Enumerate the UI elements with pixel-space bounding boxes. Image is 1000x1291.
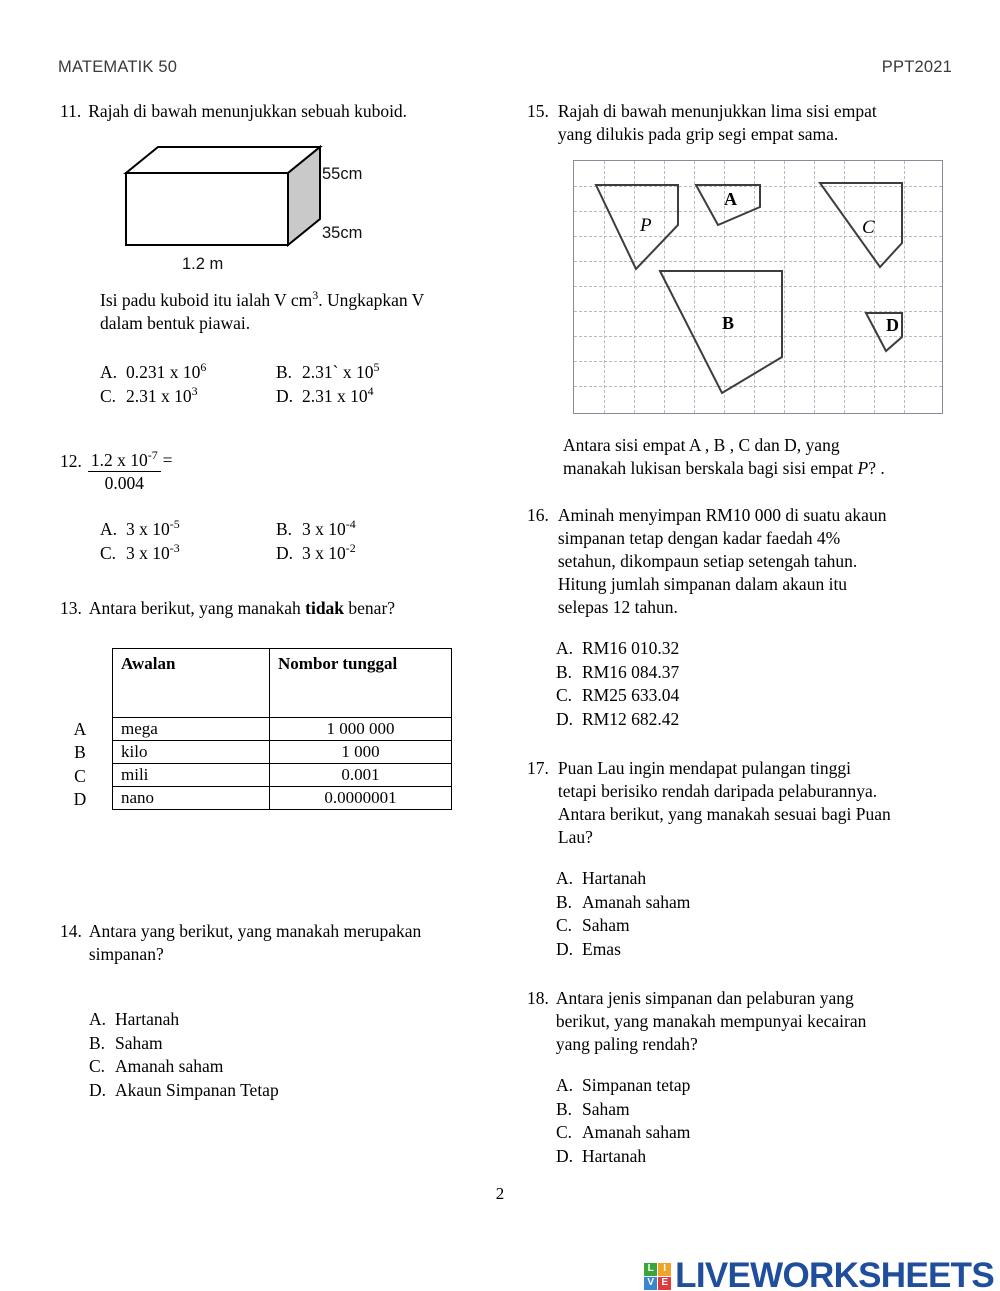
option-text: Amanah saham — [115, 1056, 224, 1076]
question-13-stem — [89, 597, 395, 620]
option-18-C[interactable] — [556, 1121, 977, 1145]
option-text — [126, 518, 180, 542]
option-exp: 3 — [191, 383, 198, 398]
logo-tile-I: I — [658, 1263, 671, 1276]
question-15-substem — [563, 434, 977, 480]
question-15-stem — [558, 100, 877, 146]
option-text: Saham — [582, 915, 630, 935]
question-13 — [60, 597, 485, 810]
option-12-C[interactable] — [100, 542, 276, 566]
option-text: Saham — [582, 1098, 630, 1119]
question-17-number: 17. — [527, 758, 549, 778]
option-label: D. — [556, 708, 574, 729]
option-text — [126, 385, 198, 409]
table-row — [113, 718, 452, 741]
left-column — [60, 100, 485, 1106]
table-row — [113, 787, 452, 810]
fraction-numerator-exp: -7 — [147, 448, 158, 463]
option-base: 3 x 10 — [302, 519, 346, 539]
option-label: D. — [556, 938, 574, 959]
shape-label-P: P — [640, 215, 652, 236]
logo-tiles — [644, 1263, 671, 1290]
cell-value: 1 000 000 — [270, 718, 452, 741]
option-label: B. — [556, 891, 573, 912]
header-subject: MATEMATIK 50 — [58, 58, 178, 76]
option-base: 3 x 10 — [302, 542, 346, 563]
stem-line-2: yang dilukis pada grip segi empat sama. — [557, 124, 839, 144]
question-18-number: 18. — [527, 988, 549, 1008]
option-exp: -3 — [169, 540, 180, 555]
option-text — [302, 385, 374, 409]
option-label: A. — [556, 1075, 574, 1095]
option-14-D[interactable] — [89, 1079, 485, 1103]
question-13-number: 13. — [60, 598, 82, 618]
table-row — [113, 741, 452, 764]
option-11-A[interactable] — [100, 361, 276, 385]
option-label: B. — [556, 1098, 573, 1119]
liveworksheets-logo — [644, 1256, 994, 1291]
equals-sign: = — [162, 450, 173, 470]
right-column — [527, 100, 977, 1172]
option-11-D[interactable] — [276, 385, 374, 409]
option-row — [100, 518, 485, 542]
stem-line-2: berikut, yang manakah mempunyai kecairan — [555, 1011, 867, 1031]
option-label: C. — [89, 1056, 106, 1076]
stem-line-3: setahun, dikompaun setiap setengah tahun. — [557, 551, 858, 571]
option-text: Hartanah — [582, 1145, 647, 1166]
stem-line-2: simpanan tetap dengan kadar faedah 4% — [557, 528, 841, 548]
question-11-stem: Rajah di bawah menunjukkan sebuah kuboid. — [88, 101, 408, 121]
option-row — [100, 385, 485, 409]
option-label: B. — [276, 519, 293, 539]
stem-line-2: tetapi berisiko rendah daripada pelaburannya. — [557, 781, 878, 801]
fraction-denominator: 0.004 — [104, 473, 144, 493]
option-label: D. — [556, 1145, 574, 1166]
substem-part-2: ? . — [868, 458, 885, 478]
option-exp: 4 — [367, 383, 374, 398]
cuboid-width-label: 1.2 m — [182, 255, 224, 273]
option-exp: -4 — [345, 517, 356, 532]
option-row — [100, 542, 485, 566]
question-16-options — [556, 637, 977, 731]
logo-tile-L: L — [644, 1263, 657, 1276]
prefix-table-wrapper — [73, 648, 452, 810]
option-text — [126, 361, 206, 385]
option-label: D. — [89, 1079, 107, 1100]
cell-value: 0.001 — [270, 764, 452, 787]
stem-emphasis: tidak — [305, 598, 345, 618]
stem-line-4: Lau? — [557, 827, 593, 847]
table-header-row — [113, 649, 452, 718]
page-number: 2 — [495, 1184, 505, 1203]
option-exp: -5 — [169, 517, 180, 532]
table-row — [113, 764, 452, 787]
question-14-number: 14. — [60, 921, 82, 941]
option-label: A. — [100, 519, 118, 539]
stem-line-1: Aminah menyimpan RM10 000 di suatu akaun — [557, 505, 887, 525]
substem-line-2 — [563, 457, 977, 480]
cell-prefix: mega — [113, 718, 270, 741]
option-text: Hartanah — [582, 868, 647, 888]
header-exam-code: PPT2021 — [881, 58, 952, 76]
option-12-B[interactable] — [276, 518, 356, 542]
stem-line-5: selepas 12 tahun. — [557, 597, 678, 617]
option-16-C[interactable] — [556, 684, 977, 708]
question-16-number: 16. — [527, 505, 549, 525]
option-text — [302, 518, 356, 542]
option-16-D[interactable] — [556, 708, 977, 732]
option-base: 2.31` x 10 — [302, 362, 374, 382]
question-17 — [527, 757, 977, 961]
question-18-options — [556, 1074, 977, 1168]
cuboid-height-label: 55cm — [322, 165, 363, 183]
option-18-B[interactable] — [556, 1098, 977, 1122]
logo-tile-V: V — [644, 1277, 657, 1290]
stem-line-2: simpanan? — [88, 944, 164, 964]
option-17-D[interactable] — [556, 938, 977, 962]
option-16-B[interactable] — [556, 661, 977, 685]
shape-label-A: A — [724, 189, 737, 209]
question-17-options — [556, 867, 977, 961]
stem-part-2: benar? — [344, 598, 396, 618]
fraction-numerator-base: 1.2 x 10 — [90, 450, 148, 470]
option-label: C. — [100, 542, 117, 563]
question-12-options — [100, 518, 485, 565]
column-header-nombor-tunggal: Nombor tunggal — [270, 649, 452, 718]
option-text: Hartanah — [115, 1009, 180, 1029]
stem-line-1: Puan Lau ingin mendapat pulangan tinggi — [557, 758, 851, 778]
cell-prefix: nano — [113, 787, 270, 810]
option-exp: 6 — [200, 360, 207, 375]
option-text: Emas — [582, 938, 621, 959]
question-11 — [60, 100, 485, 408]
row-label-A: A — [73, 719, 87, 739]
stem-part-1: Antara berikut, yang manakah — [88, 598, 306, 618]
question-15-number: 15. — [527, 101, 549, 121]
row-label-C: C — [74, 765, 86, 786]
option-label: D. — [276, 542, 294, 563]
question-17-stem — [558, 757, 891, 849]
option-14-A[interactable] — [89, 1008, 485, 1032]
question-12-fraction — [88, 450, 161, 494]
option-base: 3 x 10 — [126, 542, 170, 563]
option-label: B. — [276, 362, 293, 382]
question-14-stem — [89, 920, 421, 966]
row-label-B: B — [74, 742, 86, 763]
question-11-substem-sup: 3 — [312, 288, 319, 303]
option-text — [302, 361, 379, 385]
logo-tile-E: E — [658, 1277, 671, 1290]
question-12 — [60, 450, 485, 565]
stem-line-1: Antara jenis simpanan dan pelaburan yang — [555, 988, 854, 1008]
option-exp: -2 — [345, 540, 356, 555]
question-14-options — [89, 1008, 485, 1102]
quadrilateral-shapes-svg — [574, 161, 942, 413]
cell-prefix: kilo — [113, 741, 270, 764]
cuboid-svg — [112, 137, 332, 252]
option-16-A[interactable] — [556, 637, 977, 661]
cuboid-figure — [60, 137, 485, 287]
option-label: C. — [556, 1122, 573, 1142]
shape-label-D: D — [886, 315, 899, 335]
prefix-table — [112, 648, 452, 810]
table-row-labels — [65, 718, 95, 811]
option-12-A[interactable] — [100, 518, 276, 542]
option-label: A. — [556, 638, 574, 658]
option-text — [126, 542, 180, 566]
question-11-substem — [100, 289, 485, 335]
option-label: B. — [89, 1032, 106, 1053]
option-base: 2.31 x 10 — [126, 385, 192, 406]
stem-line-4: Hitung jumlah simpanan dalam akaun itu — [557, 574, 848, 594]
shape-label-C: C — [862, 217, 875, 238]
option-17-A[interactable] — [556, 867, 977, 891]
question-18 — [527, 987, 977, 1168]
stem-line-3: Antara berikut, yang manakah sesuai bagi Puan — [557, 804, 891, 824]
fraction-numerator — [88, 450, 161, 472]
option-11-B[interactable] — [276, 361, 379, 385]
option-label: C. — [556, 685, 573, 705]
option-text: Saham — [115, 1032, 163, 1053]
option-label: A. — [100, 362, 118, 382]
option-label: C. — [556, 915, 573, 935]
question-16 — [527, 504, 977, 731]
substem-line-1: Antara sisi empat A , B , C dan D, yang — [563, 435, 840, 455]
stem-line-1: Antara yang berikut, yang manakah merupakan — [88, 921, 422, 941]
question-14 — [60, 920, 485, 1102]
quadrilateral-grid-diagram — [573, 160, 943, 414]
cell-prefix: mili — [113, 764, 270, 787]
option-base: 3 x 10 — [126, 519, 170, 539]
shape-label-B: B — [722, 313, 735, 333]
option-text: Akaun Simpanan Tetap — [115, 1079, 279, 1100]
option-label: B. — [556, 661, 573, 682]
cell-value: 0.0000001 — [270, 787, 452, 810]
option-17-B[interactable] — [556, 891, 977, 915]
option-17-C[interactable] — [556, 914, 977, 938]
option-text: RM16 010.32 — [582, 638, 680, 658]
option-18-A[interactable] — [556, 1074, 977, 1098]
option-text: RM12 682.42 — [582, 708, 680, 729]
question-18-stem — [556, 987, 867, 1056]
option-text — [302, 542, 356, 566]
option-text: Amanah saham — [582, 891, 691, 912]
option-label: A. — [89, 1009, 107, 1029]
row-label-D: D — [73, 788, 87, 809]
option-text: RM25 633.04 — [582, 685, 680, 705]
question-11-number: 11. — [60, 101, 82, 121]
option-text: RM16 084.37 — [582, 661, 680, 682]
option-14-C[interactable] — [89, 1055, 485, 1079]
cell-value: 1 000 — [270, 741, 452, 764]
question-15 — [527, 100, 977, 480]
substem-part-1: manakah lukisan berskala bagi sisi empat — [563, 458, 858, 478]
option-text: Simpanan tetap — [582, 1075, 691, 1095]
option-base: 2.31 x 10 — [302, 385, 368, 406]
option-row — [100, 361, 485, 385]
option-12-D[interactable] — [276, 542, 356, 566]
substem-italic-P: P — [857, 458, 869, 478]
option-14-B[interactable] — [89, 1032, 485, 1056]
option-exp: 5 — [373, 360, 380, 375]
page-header — [58, 58, 952, 77]
option-base: 0.231 x 10 — [126, 362, 201, 382]
question-11-options — [100, 361, 485, 408]
stem-line-3: yang paling rendah? — [555, 1034, 698, 1054]
question-11-substem-b: . Ungkapkan V — [318, 290, 425, 310]
option-label: C. — [100, 385, 117, 406]
logo-wordmark: LIVEWORKSHEETS — [675, 1256, 994, 1291]
column-header-awalan: Awalan — [113, 649, 270, 718]
question-11-substem-a: Isi padu kuboid itu ialah V cm — [100, 290, 313, 310]
cuboid-depth-label: 35cm — [322, 224, 363, 242]
question-11-substem-line2: dalam bentuk piawai. — [100, 313, 251, 333]
question-12-number: 12. — [60, 451, 82, 471]
option-label: A. — [556, 868, 574, 888]
option-18-D[interactable] — [556, 1145, 977, 1169]
question-16-stem — [558, 504, 887, 619]
option-label: D. — [276, 385, 294, 406]
option-text: Amanah saham — [582, 1122, 691, 1142]
option-11-C[interactable] — [100, 385, 276, 409]
stem-line-1: Rajah di bawah menunjukkan lima sisi empat — [557, 101, 877, 121]
